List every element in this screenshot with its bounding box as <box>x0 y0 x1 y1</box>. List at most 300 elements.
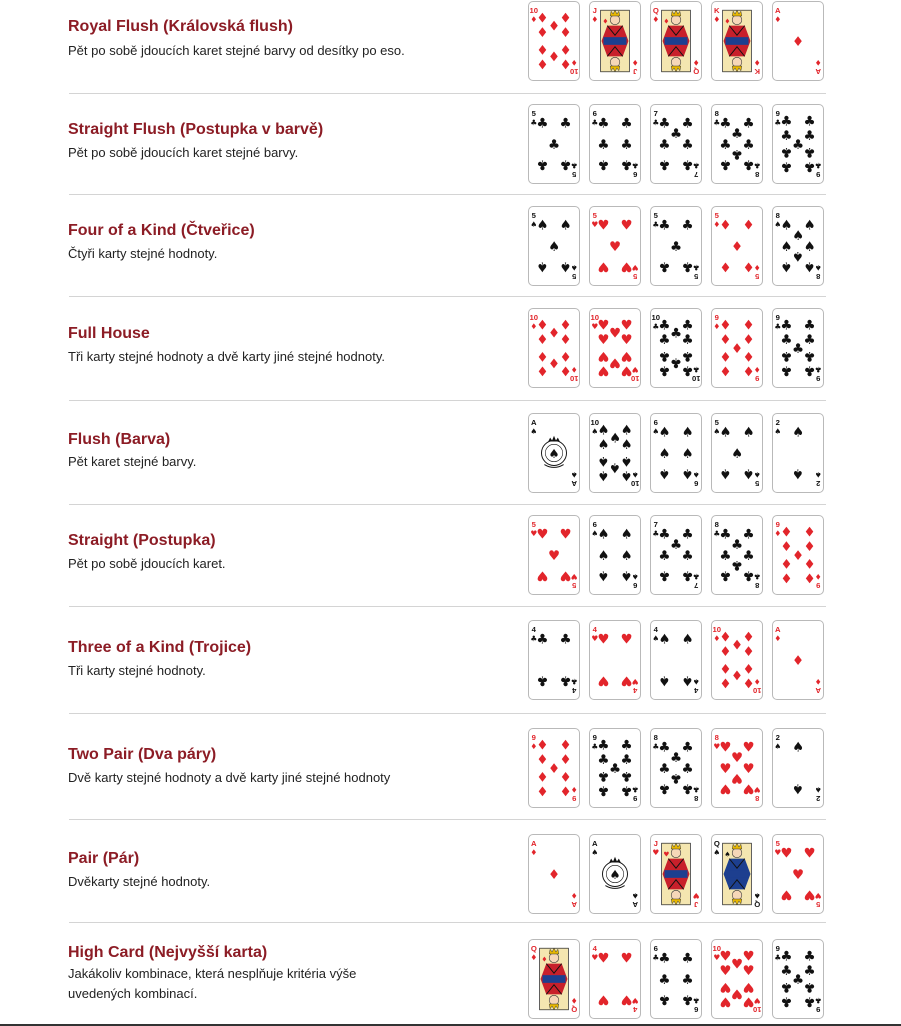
club-icon: ♣ <box>591 741 599 751</box>
club-icon: ♣ <box>780 129 793 145</box>
hand-row <box>0 198 901 299</box>
heart-icon: ♥ <box>652 847 660 857</box>
heart-icon: ♥ <box>692 891 700 901</box>
spade-icon: ♠ <box>597 423 610 439</box>
playing-card-10-of-diamonds <box>711 620 763 700</box>
club-icon: ♣ <box>547 137 561 153</box>
club-icon: ♣ <box>669 127 683 143</box>
card-rank-bottom: 2 <box>816 793 821 803</box>
spade-icon: ♠ <box>591 426 599 436</box>
club-icon: ♣ <box>536 632 549 648</box>
spade-icon: ♠ <box>692 470 700 480</box>
diamond-icon: ♦ <box>591 14 599 24</box>
club-icon: ♣ <box>658 780 671 796</box>
diamond-icon: ♦ <box>780 554 793 570</box>
diamond-icon: ♦ <box>536 333 549 349</box>
hand-title: Full House <box>68 325 150 342</box>
heart-icon: ♥ <box>530 528 538 538</box>
club-icon: ♣ <box>780 114 793 130</box>
diamond-icon: ♦ <box>559 347 572 363</box>
club-icon: ♣ <box>791 137 805 153</box>
diamond-icon: ♦ <box>742 218 755 234</box>
club-icon: ♣ <box>780 158 793 174</box>
hand-title: High Card (Nejvyšší karta) <box>68 944 268 961</box>
diamond-icon: ♦ <box>719 333 732 349</box>
card-rank-bottom: 10 <box>630 478 640 488</box>
club-icon: ♣ <box>719 156 732 172</box>
club-icon: ♣ <box>692 365 700 375</box>
card-rank-top: A <box>775 6 781 16</box>
diamond-icon: ♦ <box>719 659 732 675</box>
diamond-icon: ♦ <box>559 318 572 334</box>
card-rank-bottom: 8 <box>694 793 699 803</box>
card-rank-bottom: J <box>694 899 699 909</box>
card-rank-top: 8 <box>714 109 719 119</box>
heart-icon: ♥ <box>620 218 633 234</box>
playing-card-q-of-diamonds <box>528 939 580 1019</box>
diamond-icon: ♦ <box>536 782 549 798</box>
club-icon: ♣ <box>780 964 793 980</box>
diamond-icon: ♦ <box>803 540 816 556</box>
spade-icon: ♠ <box>658 465 671 481</box>
hand-row <box>0 508 901 609</box>
heart-icon: ♥ <box>620 951 633 967</box>
spade-icon: ♠ <box>559 258 572 274</box>
svg-text:♠: ♠ <box>548 445 560 461</box>
club-icon: ♣ <box>681 318 694 334</box>
card-rank-top: 9 <box>775 520 780 530</box>
diamond-icon: ♦ <box>742 674 755 690</box>
playing-card-5-of-spades <box>711 413 763 493</box>
playing-card-2-of-spades <box>772 413 824 493</box>
heart-icon: ♥ <box>620 258 633 274</box>
heart-icon: ♥ <box>780 886 793 902</box>
heart-icon: ♥ <box>597 991 610 1007</box>
heart-icon: ♥ <box>719 761 732 777</box>
club-icon: ♣ <box>681 548 694 564</box>
row-divider <box>69 504 826 505</box>
spade-icon: ♠ <box>570 470 578 480</box>
card-rank-top: 10 <box>590 418 600 428</box>
club-icon: ♣ <box>681 116 694 132</box>
diamond-icon: ♦ <box>652 14 660 24</box>
spade-icon: ♠ <box>620 548 633 564</box>
diamond-icon: ♦ <box>719 318 732 334</box>
spade-icon: ♠ <box>742 465 755 481</box>
heart-icon: ♥ <box>663 850 670 859</box>
spade-icon: ♠ <box>681 425 694 441</box>
club-icon: ♣ <box>692 263 700 273</box>
heart-icon: ♥ <box>742 993 755 1009</box>
diamond-icon: ♦ <box>536 767 549 783</box>
heart-icon: ♥ <box>591 633 599 643</box>
hand-row <box>0 610 901 716</box>
diamond-icon: ♦ <box>536 362 549 378</box>
heart-icon: ♥ <box>620 672 633 688</box>
spade-icon: ♠ <box>620 527 633 543</box>
diamond-icon: ♦ <box>753 263 761 273</box>
heart-icon: ♥ <box>803 846 816 862</box>
heart-icon: ♥ <box>620 632 633 648</box>
club-icon: ♣ <box>681 218 694 234</box>
heart-icon: ♥ <box>719 978 732 994</box>
heart-icon: ♥ <box>730 985 744 1001</box>
playing-card-a-of-spades <box>589 834 641 914</box>
club-icon: ♣ <box>774 952 782 962</box>
card-rank-top: J <box>653 839 658 849</box>
spade-icon: ♠ <box>530 426 538 436</box>
diamond-icon: ♦ <box>742 659 755 675</box>
heart-icon: ♥ <box>742 740 755 756</box>
diamond-icon: ♦ <box>780 569 793 585</box>
club-icon: ♣ <box>791 972 805 988</box>
heart-icon: ♥ <box>620 362 633 378</box>
spade-icon: ♠ <box>536 258 549 274</box>
card-rank-bottom: 9 <box>755 373 760 383</box>
spade-icon: ♠ <box>774 741 782 751</box>
spade-icon: ♠ <box>724 850 731 859</box>
card-rank-bottom: 6 <box>694 1004 699 1014</box>
card-rank-top: A <box>531 418 537 428</box>
club-icon: ♣ <box>530 633 538 643</box>
club-icon: ♣ <box>730 556 744 572</box>
diamond-icon: ♦ <box>713 219 721 229</box>
card-rank-top: 2 <box>775 418 780 428</box>
club-icon: ♣ <box>730 127 744 143</box>
heart-icon: ♥ <box>559 527 572 543</box>
club-icon: ♣ <box>620 116 633 132</box>
spade-icon: ♠ <box>774 426 782 436</box>
spade-icon: ♠ <box>692 677 700 687</box>
heart-icon: ♥ <box>742 780 755 796</box>
club-icon: ♣ <box>692 161 700 171</box>
spade-icon: ♠ <box>608 431 622 447</box>
club-icon: ♣ <box>719 116 732 132</box>
diamond-icon: ♦ <box>730 239 744 255</box>
club-icon: ♣ <box>658 991 671 1007</box>
heart-icon: ♥ <box>536 527 549 543</box>
diamond-icon: ♦ <box>559 40 572 56</box>
club-icon: ♣ <box>652 952 660 962</box>
club-icon: ♣ <box>803 318 816 334</box>
club-icon: ♣ <box>658 333 671 349</box>
heart-icon: ♥ <box>791 867 805 883</box>
playing-card-6-of-spades <box>650 413 702 493</box>
card-rank-bottom: 2 <box>816 478 821 488</box>
diamond-icon: ♦ <box>719 347 732 363</box>
heart-icon: ♥ <box>719 780 732 796</box>
heart-icon: ♥ <box>597 632 610 648</box>
card-rank-bottom: 8 <box>755 793 760 803</box>
diamond-icon: ♦ <box>541 955 548 964</box>
club-icon: ♣ <box>559 672 572 688</box>
heart-icon: ♥ <box>597 318 610 334</box>
playing-card-k-of-diamonds <box>711 1 763 81</box>
card-rank-top: 9 <box>775 109 780 119</box>
diamond-icon: ♦ <box>719 645 732 661</box>
hand-title: Flush (Barva) <box>68 431 171 448</box>
club-icon: ♣ <box>658 548 671 564</box>
card-rank-bottom: 4 <box>694 685 699 695</box>
club-icon: ♣ <box>669 769 683 785</box>
hand-row <box>0 0 901 96</box>
hand-title: Pair (Pár) <box>68 850 140 867</box>
hand-description: Čtyři karty stejné hodnoty. <box>68 246 218 261</box>
club-icon: ♣ <box>780 362 793 378</box>
club-icon: ♣ <box>681 761 694 777</box>
club-icon: ♣ <box>713 117 721 127</box>
diamond-icon: ♦ <box>530 741 538 751</box>
card-rank-bottom: J <box>633 66 638 76</box>
heart-icon: ♥ <box>608 354 622 370</box>
card-rank-bottom: 10 <box>569 66 579 76</box>
diamond-icon: ♦ <box>724 17 731 26</box>
playing-card-5-of-diamonds <box>711 206 763 286</box>
club-icon: ♣ <box>780 318 793 334</box>
playing-card-9-of-clubs <box>772 308 824 388</box>
club-icon: ♣ <box>681 991 694 1007</box>
diamond-icon: ♦ <box>570 996 578 1006</box>
card-rank-bottom: 10 <box>691 373 701 383</box>
club-icon: ♣ <box>742 116 755 132</box>
row-divider <box>69 713 826 714</box>
playing-card-5-of-hearts <box>772 834 824 914</box>
playing-card-4-of-spades <box>650 620 702 700</box>
heart-icon: ♥ <box>597 362 610 378</box>
club-icon: ♣ <box>803 129 816 145</box>
club-icon: ♣ <box>597 116 610 132</box>
spade-icon: ♠ <box>791 425 805 441</box>
spade-icon: ♠ <box>791 780 805 796</box>
club-icon: ♣ <box>559 116 572 132</box>
diamond-icon: ♦ <box>559 767 572 783</box>
diamond-icon: ♦ <box>570 891 578 901</box>
card-rank-bottom: 6 <box>633 169 638 179</box>
diamond-icon: ♦ <box>719 218 732 234</box>
spade-icon: ♠ <box>591 847 599 857</box>
spade-icon: ♠ <box>719 465 732 481</box>
hand-title: Straight Flush (Postupka v barvě) <box>68 121 324 138</box>
card-rank-top: 10 <box>712 944 722 954</box>
club-icon: ♣ <box>658 318 671 334</box>
hand-row <box>0 823 901 925</box>
club-icon: ♣ <box>681 527 694 543</box>
card-rank-bottom: 5 <box>572 271 577 281</box>
card-rank-top: 10 <box>529 313 539 323</box>
club-icon: ♣ <box>631 161 639 171</box>
playing-card-7-of-clubs <box>650 104 702 184</box>
diamond-icon: ♦ <box>742 347 755 363</box>
heart-icon: ♥ <box>631 677 639 687</box>
heart-icon: ♥ <box>620 347 633 363</box>
spade-icon: ♠ <box>597 452 610 468</box>
club-icon: ♣ <box>692 785 700 795</box>
playing-card-10-of-diamonds <box>528 1 580 81</box>
heart-icon: ♥ <box>719 993 732 1009</box>
heart-icon: ♥ <box>620 333 633 349</box>
card-rank-bottom: 5 <box>694 271 699 281</box>
spade-icon: ♠ <box>536 218 549 234</box>
card-rank-top: 10 <box>590 313 600 323</box>
club-icon: ♣ <box>803 362 816 378</box>
diamond-icon: ♦ <box>559 55 572 71</box>
club-icon: ♣ <box>814 161 822 171</box>
hand-title: Three of a Kind (Trojice) <box>68 639 252 656</box>
club-icon: ♣ <box>681 333 694 349</box>
spade-icon: ♠ <box>774 219 782 229</box>
card-rank-top: 10 <box>529 6 539 16</box>
spade-icon: ♠ <box>597 527 610 543</box>
club-icon: ♣ <box>780 333 793 349</box>
spade-icon: ♠ <box>742 425 755 441</box>
spade-icon: ♠ <box>814 785 822 795</box>
club-icon: ♣ <box>652 321 660 331</box>
heart-icon: ♥ <box>753 996 761 1006</box>
diamond-icon: ♦ <box>780 540 793 556</box>
row-divider <box>69 296 826 297</box>
spade-icon: ♠ <box>608 459 622 475</box>
diamond-icon: ♦ <box>780 525 793 541</box>
playing-card-8-of-hearts <box>711 728 763 808</box>
club-icon: ♣ <box>597 738 610 754</box>
card-rank-top: J <box>592 6 597 16</box>
heart-icon: ♥ <box>591 321 599 331</box>
playing-card-a-of-spades <box>528 413 580 493</box>
diamond-icon: ♦ <box>713 633 721 643</box>
club-icon: ♣ <box>814 365 822 375</box>
club-icon: ♣ <box>669 239 683 255</box>
diamond-icon: ♦ <box>547 867 561 883</box>
spade-icon: ♠ <box>597 548 610 564</box>
heart-icon: ♥ <box>547 548 561 564</box>
svg-text:♠: ♠ <box>609 866 621 882</box>
club-icon: ♣ <box>658 527 671 543</box>
heart-icon: ♥ <box>597 218 610 234</box>
card-rank-bottom: 10 <box>569 373 579 383</box>
diamond-icon: ♦ <box>570 785 578 795</box>
diamond-icon: ♦ <box>530 847 538 857</box>
heart-icon: ♥ <box>620 318 633 334</box>
ornate-spade-icon <box>603 857 628 889</box>
playing-card-6-of-clubs <box>589 104 641 184</box>
diamond-icon: ♦ <box>536 318 549 334</box>
card-rank-top: 5 <box>775 839 780 849</box>
playing-card-4-of-hearts <box>589 939 641 1019</box>
club-icon: ♣ <box>597 753 610 769</box>
card-rank-bottom: 6 <box>633 580 638 590</box>
card-rank-bottom: 7 <box>694 169 699 179</box>
card-rank-top: 5 <box>653 211 658 221</box>
club-icon: ♣ <box>652 741 660 751</box>
card-rank-top: 4 <box>592 944 597 954</box>
diamond-icon: ♦ <box>559 753 572 769</box>
card-rank-top: A <box>775 625 781 635</box>
card-rank-top: 5 <box>592 211 597 221</box>
club-icon: ♣ <box>681 347 694 363</box>
heart-icon: ♥ <box>730 751 744 767</box>
spade-icon: ♠ <box>681 446 694 462</box>
diamond-icon: ♦ <box>559 26 572 42</box>
club-icon: ♣ <box>692 572 700 582</box>
playing-card-4-of-clubs <box>528 620 580 700</box>
club-icon: ♣ <box>559 632 572 648</box>
heart-icon: ♥ <box>608 239 622 255</box>
club-icon: ♣ <box>570 161 578 171</box>
club-icon: ♣ <box>780 978 793 994</box>
club-icon: ♣ <box>658 347 671 363</box>
spade-icon: ♠ <box>597 467 610 483</box>
club-icon: ♣ <box>692 996 700 1006</box>
hand-description: Pět po sobě jdoucích karet stejné barvy od desítky po eso. <box>68 43 405 58</box>
card-rank-top: 9 <box>592 733 597 743</box>
playing-card-5-of-hearts <box>589 206 641 286</box>
diamond-icon: ♦ <box>663 17 670 26</box>
club-icon: ♣ <box>742 527 755 543</box>
spade-icon: ♠ <box>547 239 561 255</box>
card-rank-top: 4 <box>531 625 536 635</box>
row-divider <box>69 400 826 401</box>
hand-row <box>0 300 901 403</box>
club-icon: ♣ <box>753 572 761 582</box>
club-icon: ♣ <box>803 333 816 349</box>
hand-title: Four of a Kind (Čtveřice) <box>68 222 255 239</box>
row-divider <box>69 194 826 195</box>
club-icon: ♣ <box>681 567 694 583</box>
hand-title: Two Pair (Dva páry) <box>68 746 217 763</box>
heart-icon: ♥ <box>608 326 622 342</box>
card-rank-top: 6 <box>592 109 597 119</box>
spade-icon: ♠ <box>658 425 671 441</box>
diamond-icon: ♦ <box>559 11 572 27</box>
club-icon: ♣ <box>591 117 599 127</box>
diamond-icon: ♦ <box>713 14 721 24</box>
diamond-icon: ♦ <box>631 58 639 68</box>
playing-card-j-of-hearts <box>650 834 702 914</box>
diamond-icon: ♦ <box>536 347 549 363</box>
club-icon: ♣ <box>652 528 660 538</box>
diamond-icon: ♦ <box>547 47 561 63</box>
heart-icon: ♥ <box>597 951 610 967</box>
club-icon: ♣ <box>658 116 671 132</box>
diamond-icon: ♦ <box>742 333 755 349</box>
hand-description: Tři karty stejné hodnoty. <box>68 663 206 678</box>
playing-card-9-of-diamonds <box>711 308 763 388</box>
spade-icon: ♠ <box>620 438 633 454</box>
playing-card-q-of-spades <box>711 834 763 914</box>
diamond-icon: ♦ <box>719 630 732 646</box>
card-rank-bottom: Q <box>571 1004 578 1014</box>
diamond-icon: ♦ <box>814 677 822 687</box>
spade-icon: ♠ <box>631 470 639 480</box>
diamond-icon: ♦ <box>774 14 782 24</box>
card-rank-bottom: 9 <box>572 793 577 803</box>
club-icon: ♣ <box>803 143 816 159</box>
spade-icon: ♠ <box>814 263 822 273</box>
club-icon: ♣ <box>742 137 755 153</box>
card-rank-top: 9 <box>775 313 780 323</box>
spade-icon: ♠ <box>681 632 694 648</box>
club-icon: ♣ <box>814 996 822 1006</box>
diamond-icon: ♦ <box>547 326 561 342</box>
club-icon: ♣ <box>774 117 782 127</box>
spade-icon: ♠ <box>803 239 816 255</box>
diamond-icon: ♦ <box>742 258 755 274</box>
club-icon: ♣ <box>536 672 549 688</box>
diamond-icon: ♦ <box>536 26 549 42</box>
card-rank-bottom: 9 <box>633 793 638 803</box>
row-divider <box>69 606 826 607</box>
heart-icon: ♥ <box>620 991 633 1007</box>
